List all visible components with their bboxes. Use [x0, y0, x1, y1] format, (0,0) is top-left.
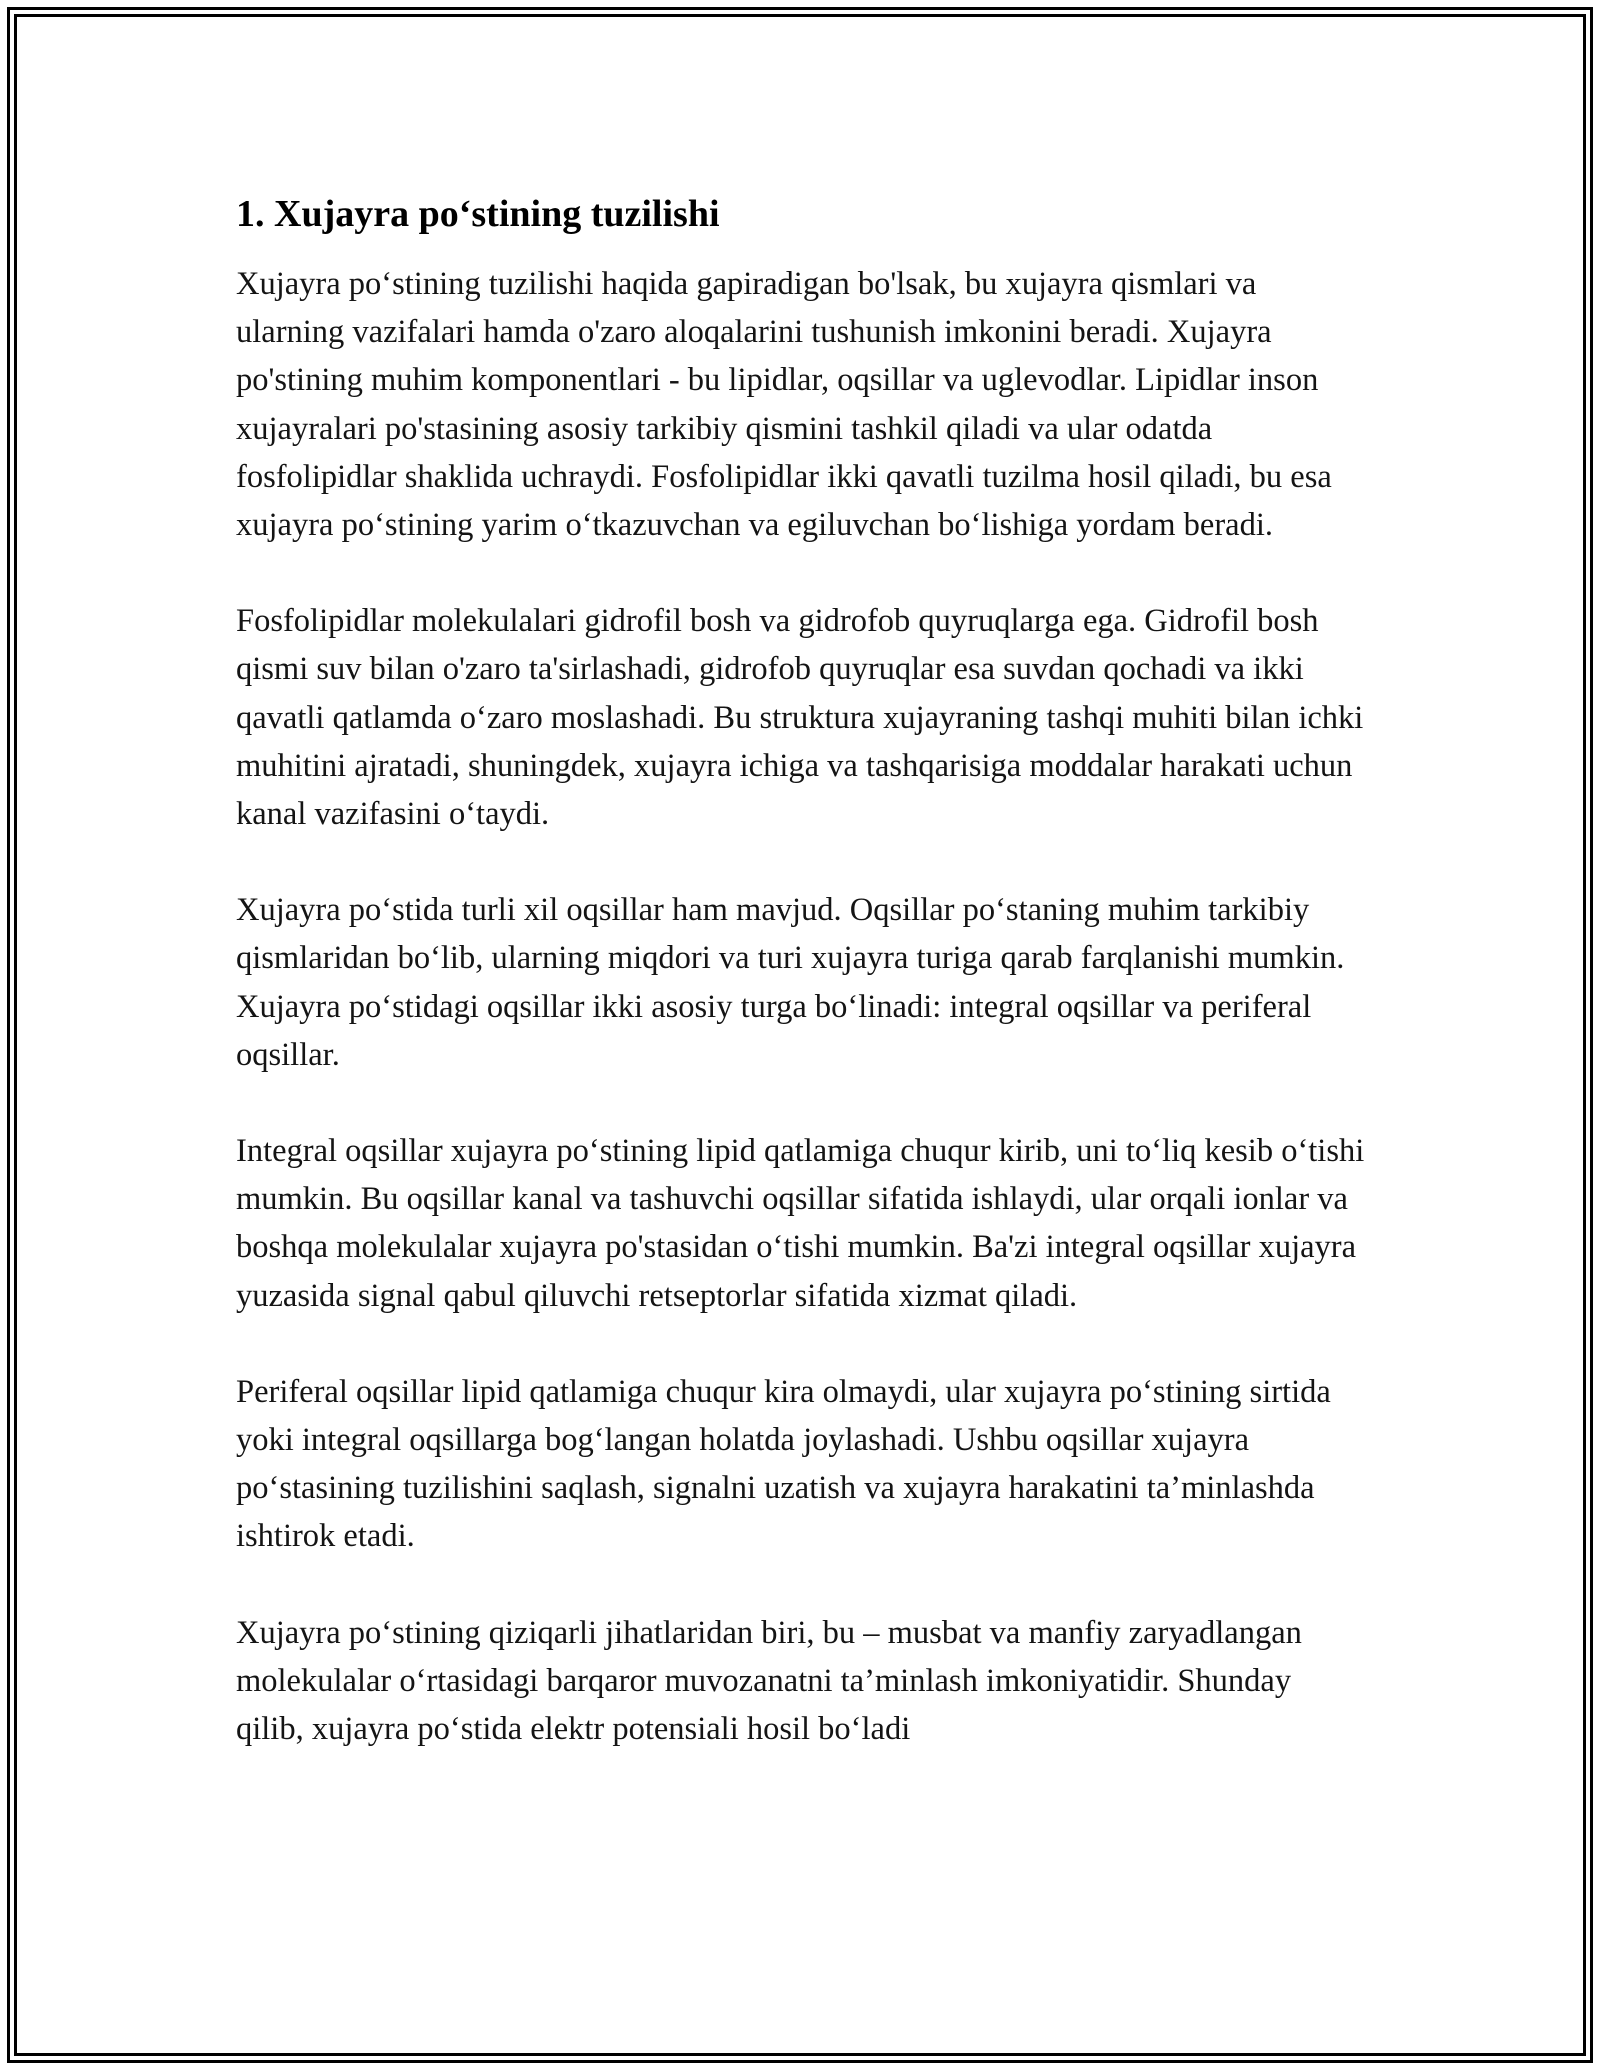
paragraph-5: Periferal oqsillar lipid qatlamiga chuqur kira olmaydi, ular xujayra po‘stining sirtida yoki integral oqsillarga bog‘langan holatda joylashadi. Ushbu oqsillar xujayra po‘stasining tuzilishini saqlash, signalni uzatish va xujayra harakatini ta’minlashda ishtirok etadi.	[236, 1373, 1331, 1555]
section-heading: 1. Xujayra po‘stining tuzilishi	[236, 193, 720, 235]
paragraph-3: Xujayra po‘stida turli xil oqsillar ham mavjud. Oqsillar po‘staning muhim tarkibiy qismlaridan bo‘lib, ularning miqdori va turi xujayra turiga qarab farqlanishi mumkin. Xujayra po‘stidagi oqsillar ikki asosiy turga bo‘linadi: integral oqsillar va periferal oqsillar.	[236, 892, 1345, 1073]
paragraph-6: Xujayra po‘stining qiziqarli jihatlaridan biri, bu – musbat va manfiy zaryadlangan molekulalar o‘rtasidagi barqaror muvozanatni ta’minlash imkoniyatidir. Shunday qilib, xujayra po‘stida elektr potensiali hosil bo‘ladi	[236, 1614, 1302, 1748]
paragraph-1: Xujayra po‘stining tuzilishi haqida gapiradigan bo'lsak, bu xujayra qismlari va ularning vazifalari hamda o'zaro aloqalarini tushunish imkonini beradi. Xujayra po'stining muhim komponentlari - bu lipidlar, oqsillar va uglevodlar. Lipidlar inson xujayralari po'stasining asosiy tarkibiy qismini tashkil qiladi va ular odatda fosfolipidlar shaklida uchraydi. Fosfolipidlar ikki qavatli tuzilma hosil qiladi, bu esa xujayra po‘stining yarim o‘tkazuvchan va egiluvchan bo‘lishiga yordam beradi.	[236, 266, 1332, 544]
paragraph-4: Integral oqsillar xujayra po‘stining lipid qatlamiga chuqur kirib, uni to‘liq kesib o‘tishi mumkin. Bu oqsillar kanal va tashuvchi oqsillar sifatida ishlaydi, ular orqali ionlar va boshqa molekulalar xujayra po'stasidan o‘tishi mumkin. Ba'zi integral oqsillar xujayra yuzasida signal qabul qiluvchi retseptorlar sifatida xizmat qiladi.	[236, 1133, 1365, 1314]
document-body	[236, 186, 1366, 1753]
paragraph-2: Fosfolipidlar molekulalari gidrofil bosh va gidrofob quyruqlarga ega. Gidrofil bosh qismi suv bilan o'zaro ta'sirlashadi, gidrofob quyruqlar esa suvdan qochadi va ikki qavatli qatlamda o‘zaro moslashadi. Bu struktura xujayraning tashqi muhiti bilan ichki muhitini ajratadi, shuningdek, xujayra ichiga va tashqarisiga moddalar harakati uchun kanal vazifasini o‘taydi.	[236, 603, 1364, 833]
